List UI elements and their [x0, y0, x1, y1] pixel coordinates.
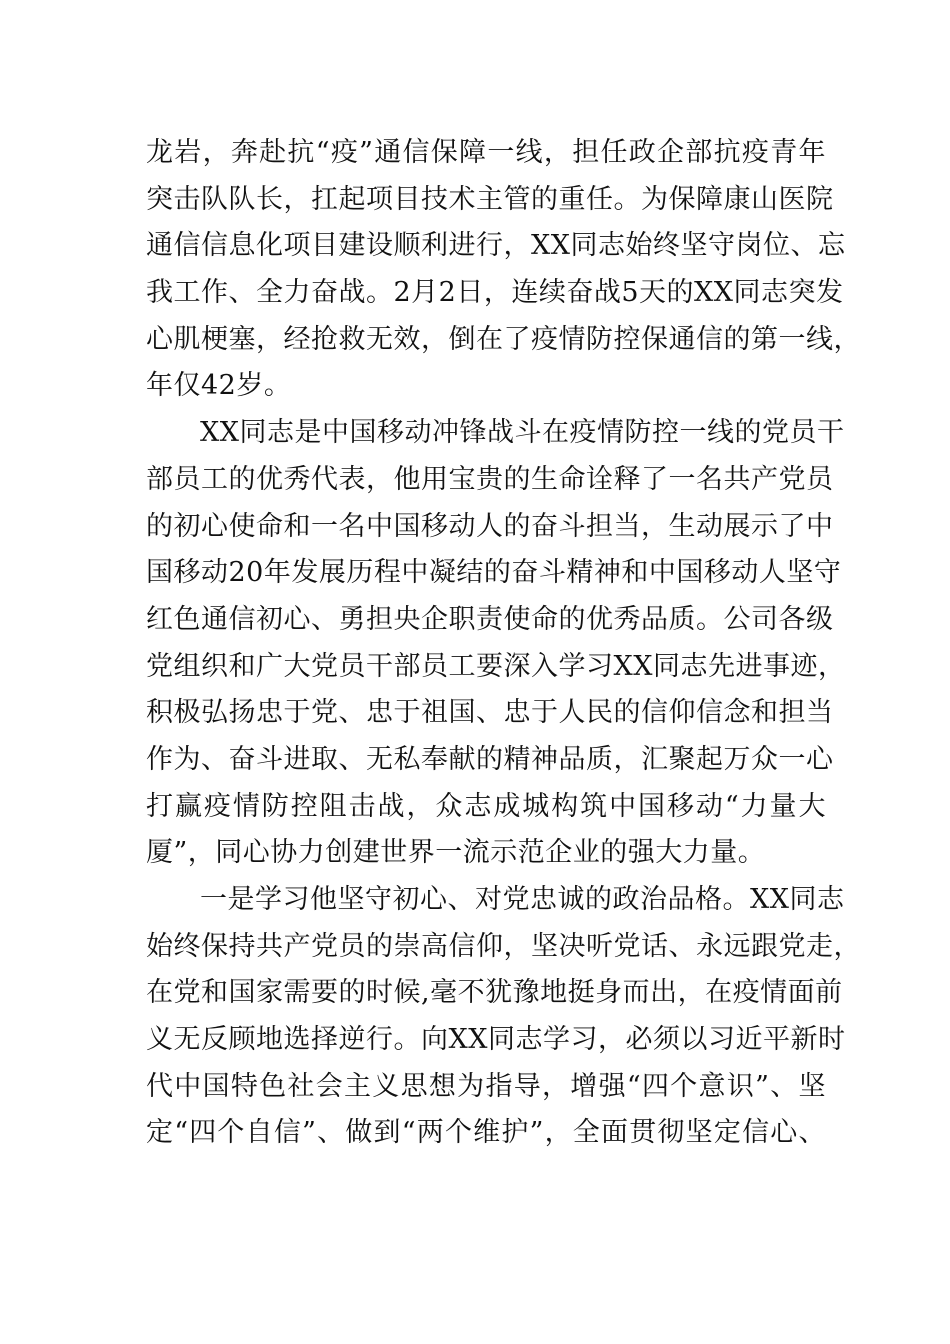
paragraph-1-line-3: 通信信息化项目建设顺利进行，XX同志始终坚守岗位、忘: [146, 230, 846, 262]
paragraph-1-line-2: 突击队队长，扛起项目技术主管的重任。为保障康山医院: [146, 183, 834, 215]
paragraph-2-line-5: 红色通信初心、勇担央企职责使命的优秀品质。公司各级: [146, 603, 834, 635]
paragraph-1-line-4: 我工作、全力奋战。2月2日，连续奋战5天的XX同志突发: [146, 277, 844, 309]
paragraph-3-line-5: 代中国特色社会主义思想为指导，增强“四个意识”、坚: [146, 1070, 826, 1102]
paragraph-2-line-6: 党组织和广大党员干部员工要深入学习XX同志先进事迹，: [146, 650, 846, 682]
paragraph-3-line-2: 始终保持共产党员的崇高信仰，坚决听党话、永远跟党走，: [146, 930, 861, 962]
paragraph-2-line-9: 打赢疫情防控阻击战，众志成城构筑中国移动“力量大: [146, 790, 826, 822]
paragraph-1-line-5: 心肌梗塞，经抢救无效，倒在了疫情防控保通信的第一线，: [146, 323, 861, 355]
paragraph-3-line-1: 一是学习他坚守初心、对党忠诚的政治品格。XX同志: [200, 884, 845, 915]
paragraph-2-line-4: 国移动20年发展历程中凝结的奋斗精神和中国移动人坚守: [146, 557, 842, 589]
paragraph-2-line-2: 部员工的优秀代表，他用宝贵的生命诠释了一名共产党员: [146, 463, 834, 495]
paragraph-2-line-1: XX同志是中国移动冲锋战斗在疫情防控一线的党员干: [200, 417, 845, 449]
paragraph-1-line-6: 年仅42岁。: [146, 370, 292, 402]
document-body: [146, 130, 861, 1157]
paragraph-2-line-3: 的初心使命和一名中国移动人的奋斗担当，生动展示了中: [146, 510, 834, 542]
paragraph-2-line-10: 厦”，同心协力创建世界一流示范企业的强大力量。: [146, 837, 766, 869]
paragraph-3-line-4: 义无反顾地选择逆行。向XX同志学习，必须以习近平新时: [146, 1024, 846, 1056]
paragraph-2-line-8: 作为、奋斗进取、无私奉献的精神品质，汇聚起万众一心: [146, 743, 834, 775]
paragraph-3-line-3: 在党和国家需要的时候,毫不犹豫地挺身而出，在疫情面前: [146, 977, 843, 1009]
paragraph-1-line-1: 龙岩，奔赴抗“疫”通信保障一线，担任政企部抗疫青年: [146, 137, 826, 168]
paragraph-2-line-7: 积极弘扬忠于党、忠于祖国、忠于人民的信仰信念和担当: [146, 697, 834, 729]
paragraph-3-line-6: 定“四个自信”、做到“两个维护”，全面贯彻坚定信心、: [146, 1117, 826, 1149]
